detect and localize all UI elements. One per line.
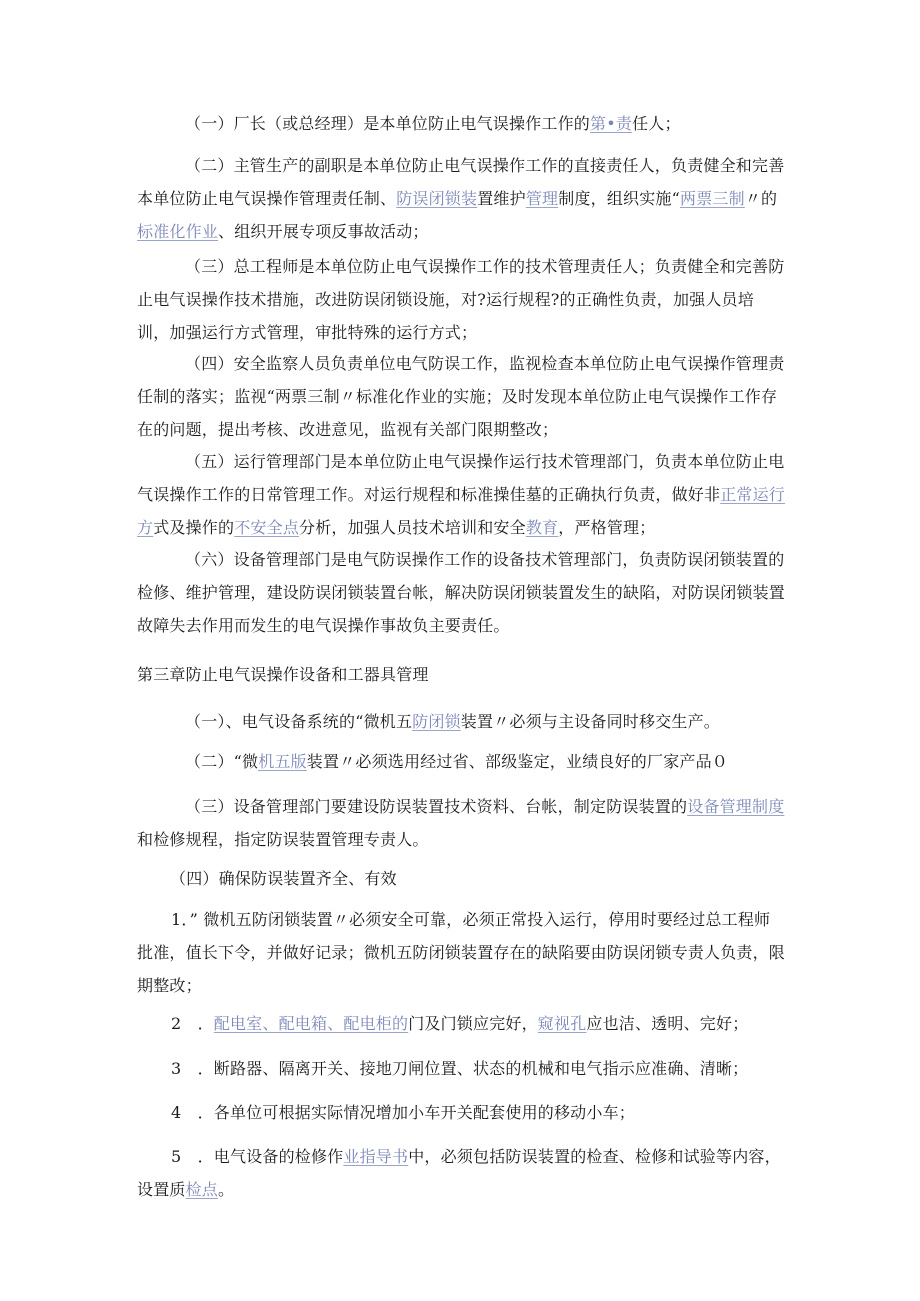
link-two-tickets-three-systems[interactable]: 两票三制 <box>680 189 745 208</box>
paragraph-deputy-production: （二）主管生产的副职是本单位防止电气误操作工作的直接责任人，负责健全和完善本单位防止电气误操作管理责任制、防误闭锁装置维护管理制度，组织实施“两票三制〃的标准化作业、组织开展专项反事故活动； <box>137 156 785 241</box>
link-anti-lock[interactable]: 防闭锁 <box>412 712 461 731</box>
paragraph-microcomputer-lock: （一）、电气设备系统的“微机五防闭锁装置〃必须与主设备同时移交生产。 <box>185 712 720 731</box>
list-item-5: 5 ．电气设备的检修作业指导书中，必须包括防误装置的检查、检修和试验等内容，设置质检点。 <box>137 1147 781 1199</box>
link-anti-misoperation-lock[interactable]: 防误闭锁装 <box>396 189 478 208</box>
paragraph-safety-supervision: （四）安全监察人员负责单位电气防误工作，监视检查本单位防止电气误操作管理责任制的落实；监视“两票三制〃标准化作业的实施；及时发现本单位防止电气误操作工作存在的问题，提出考核、改进意见，监视有关部门限期整改； <box>137 354 785 439</box>
list-item-4: 4 ．各单位可根据实际情况增加小车开关配套使用的移动小车； <box>171 1103 635 1122</box>
paragraph-factory-director: （一）厂长（或总经理）是本单位防止电气误操作工作的第•责任人； <box>185 114 681 133</box>
paragraph-equipment-records: （三）设备管理部门要建设防误装置技术资料、台帐，制定防误装置的设备管理制度和检修规程，指定防误装置管理专责人。 <box>137 797 785 849</box>
link-distribution-rooms[interactable]: 配电室、配电箱、配电柜的 <box>213 1014 409 1033</box>
link-inspection-point[interactable]: 检点 <box>185 1180 219 1199</box>
list-item-2: 2 ．配电室、配电箱、配电柜的门及门锁应完好，窥视孔应也洁、透明、完好； <box>171 1014 749 1033</box>
link-standardized-operation[interactable]: 标准化作业 <box>137 222 219 241</box>
link-education[interactable]: 教育 <box>525 518 559 537</box>
link-unsafe-points[interactable]: 不安全点 <box>234 518 300 537</box>
link-peephole[interactable]: 窥视孔 <box>537 1014 587 1033</box>
paragraph-device-selection: （二）“微机五版装置〃必须选用经过省、部级鉴定，业绩良好的厂家产品０ <box>185 752 728 771</box>
link-work-instruction[interactable]: 业指导书 <box>343 1147 409 1166</box>
list-item-1: 1．” 微机五防闭锁装置〃必须安全可靠，必须正常投入运行，停用时要经过总工程师批准，值长下令，并做好记录；微机五防闭锁装置存在的缺陷要由防误闭锁专责人负责，限期整改； <box>137 910 786 995</box>
link-management[interactable]: 管理 <box>525 189 559 208</box>
paragraph-operation-department: （五）运行管理部门是本单位防止电气误操作运行技术管理部门，负责本单位防止电气误操作工作的日常管理工作。对运行规程和标准操佳墓的正确执行负责，做好非正常运行方式及操作的不安全点分析，加强人员技术培训和安全教育，严格管理； <box>137 452 786 537</box>
link-first-responsible[interactable]: 第•责 <box>590 114 633 133</box>
paragraph-equipment-department: （六）设备管理部门是电气防误操作工作的设备技术管理部门，负责防误闭锁装置的检修、维护管理，建设防误闭锁装置台帐，解决防误闭锁装置发生的缺陷，对防误闭锁装置故障失去作用而发生的电气误操作事故负主要责任。 <box>137 550 786 635</box>
paragraph-chief-engineer: （三）总工程师是本单位防止电气误操作工作的技术管理责任人；负责健全和完善防止电气误操作技术措施，改进防误闭锁设施，对?运行规程?的正确性负责，加强人员培训，加强运行方式管理，审批特殊的运行方式； <box>137 257 785 342</box>
paragraph-ensure-complete: （四）确保防误装置齐全、有效 <box>170 869 397 888</box>
link-abnormal-operation-mode[interactable]: 正常运行方 <box>137 485 786 537</box>
link-equipment-management-system[interactable]: 设备管理制度 <box>687 797 785 816</box>
link-five[interactable]: 五 <box>395 712 413 731</box>
link-five-version[interactable]: 机五版 <box>258 752 307 771</box>
list-item-3: 3 ．断路器、隔离开关、接地刀闸位置、状态的机械和电气指示应准确、清晰； <box>171 1059 749 1078</box>
chapter-three-heading: 第三章防止电气误操作设备和工器具管理 <box>137 665 429 684</box>
